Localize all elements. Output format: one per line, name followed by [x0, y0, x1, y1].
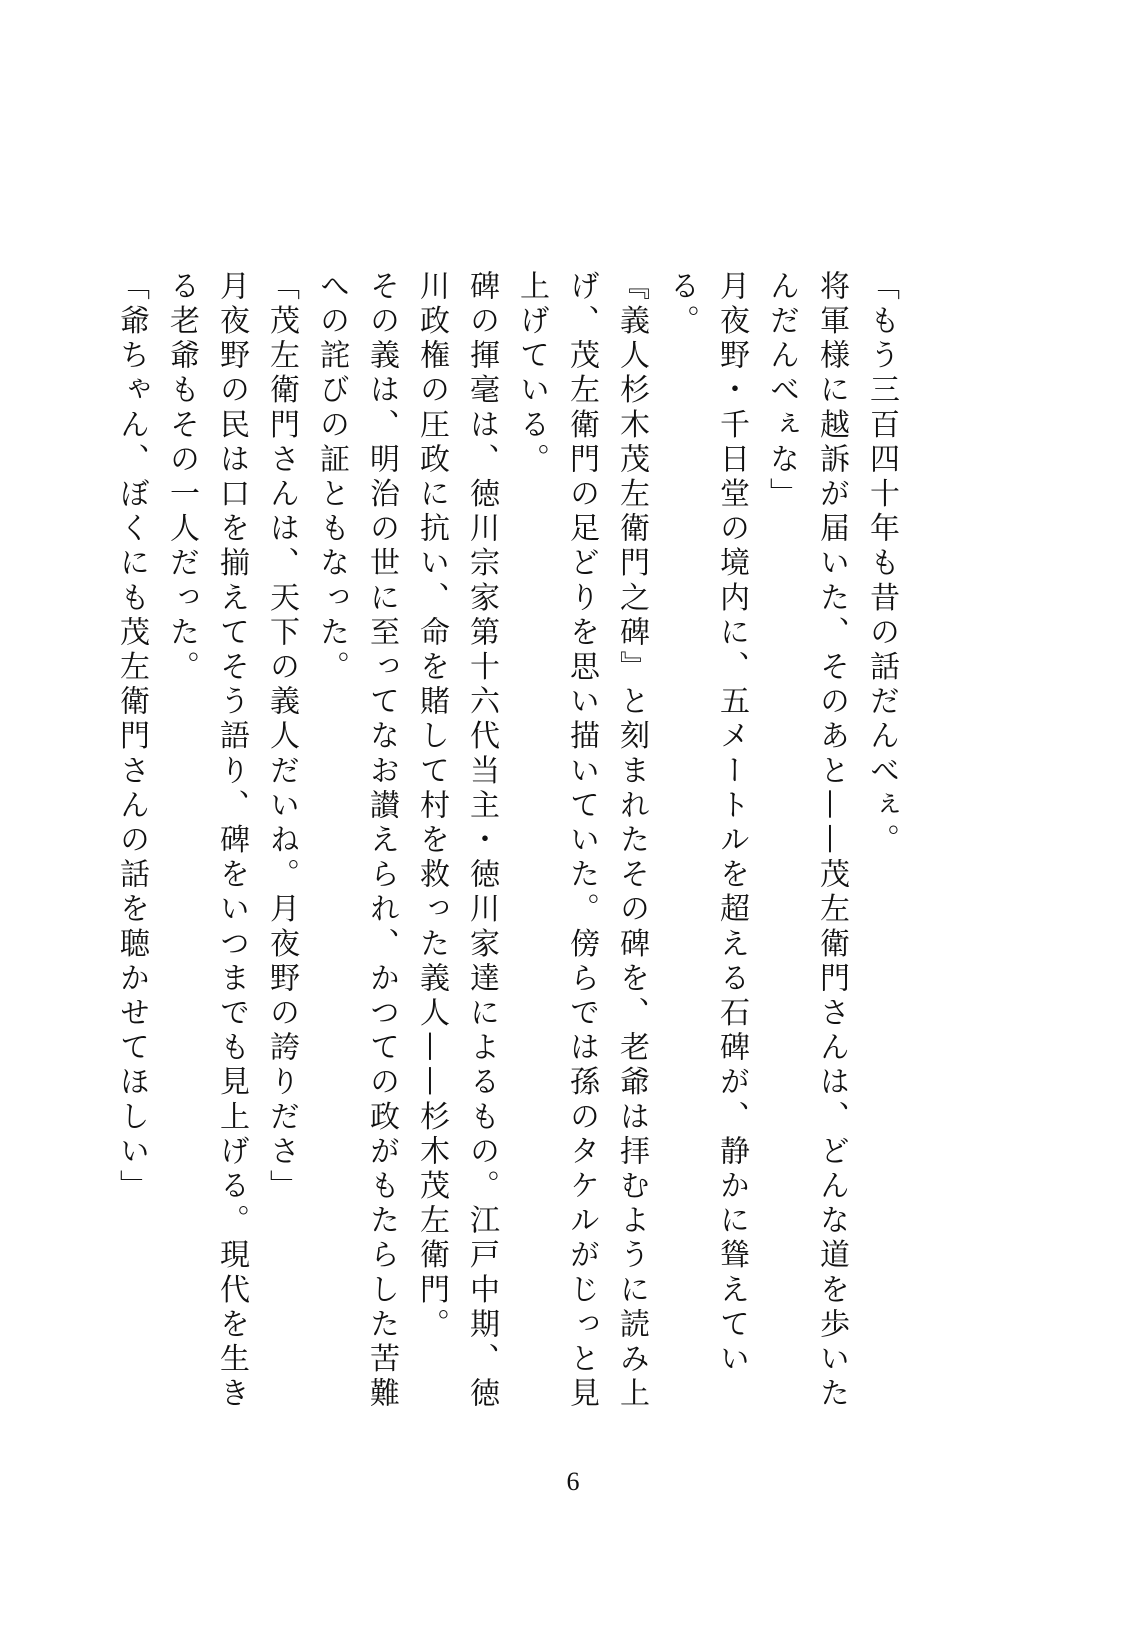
paragraph-6: その義は、明治の世に至ってなお讃えられ、かつての政がもたらした苦難への詫びの証ともなった。	[314, 270, 399, 1412]
paragraph-3: 月夜野・千日堂の境内に、五メートルを超える石碑が、静かに聳えている。	[664, 270, 749, 1378]
paragraph-4: 『義人杉木茂左衛門之碑』と刻まれたその碑を、老爺は拝むように読み上げ、茂左衛門の足どりを思い描いていた。傍らでは孫のタケルがじっと見上げている。	[514, 270, 649, 1412]
paragraph-9: 「爺ちゃん、ぼくにも茂左衛門さんの話を聴かせてほしい」	[114, 270, 149, 1205]
paragraph-5: 碑の揮毫は、徳川宗家第十六代当主・徳川家達によるもの。江戸中期、徳川政権の圧政に抗い、命を賭して村を救った義人——杉木茂左衛門。	[414, 270, 499, 1412]
paragraph-7: 「茂左衛門さんは、天下の義人だいね。月夜野の誇りださ」	[264, 270, 299, 1205]
page-number: 6	[566, 1467, 580, 1496]
paragraph-2: 将軍様に越訴が届いた、そのあと——茂左衛門さんは、どんな道を歩いたんだんべぇな」	[764, 270, 849, 1412]
paragraph-1: 「もう三百四十年も昔の話だんべぇ。	[864, 270, 899, 859]
body-text	[106, 270, 906, 1440]
paragraph-8: 月夜野の民は口を揃えてそう語り、碑をいつまでも見上げる。現代を生きる老爺もその一人だった。	[164, 270, 249, 1412]
